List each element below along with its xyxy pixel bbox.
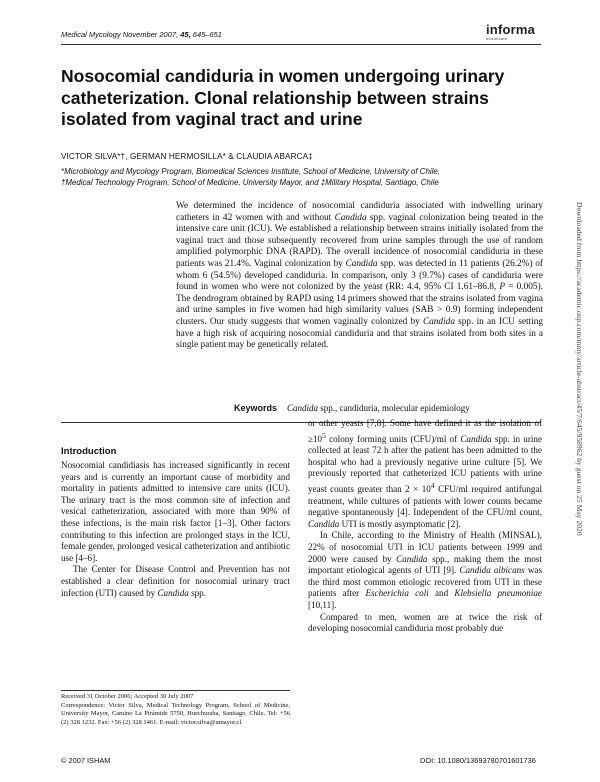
header-divider [61, 44, 541, 45]
download-note-text: Downloaded from https://academic.oup.com/mmy/article-abstract/45/7/645/958962 by guest on 25 May 2020 [575, 202, 584, 536]
abstract [176, 201, 543, 352]
section-heading-introduction: Introduction [61, 446, 117, 457]
abstract-genus: Candida [422, 316, 455, 327]
title-line-2: catheterization. Clonal relationship between strains [61, 87, 489, 108]
download-watermark [572, 202, 584, 602]
paragraph-text: spp. [188, 587, 206, 598]
page-range: 645–651 [192, 30, 222, 39]
paragraph-text: [10,11]. [308, 599, 337, 610]
right-paragraph-2 [308, 530, 542, 611]
publisher-name: informa [486, 22, 536, 37]
body-column-left [61, 460, 290, 599]
title-line-1: Nosocomial candiduria in women undergoing urinary [61, 66, 505, 86]
species-name: Klebsiella pneumoniae [454, 588, 542, 599]
species-name: Candida albicans [459, 565, 525, 576]
right-paragraph-1 [308, 418, 542, 530]
abstract-genus: Candida [345, 258, 378, 269]
issue-date: November 2007, [122, 30, 179, 39]
copyright: © 2007 ISHAM [61, 756, 111, 765]
genus-name: Candida [396, 553, 428, 564]
paragraph-text: was the third most common etiologic recovered from UTI in these patients after [308, 565, 543, 599]
paragraph-text: colony forming units (CFU)/ml of [325, 433, 461, 444]
author-list: VICTOR SILVA*†, GERMAN HERMOSILLA* & CLAUDIA ABARCA‡ [61, 152, 313, 161]
article-title [61, 66, 531, 131]
paragraph-text: or other yeasts [7,8]. Some have defined it as the isolation of ≥10 [308, 418, 542, 444]
genus-name: Candida [460, 433, 492, 444]
journal-name: Medical Mycology [61, 30, 121, 39]
keywords-label: Keywords [234, 403, 278, 413]
publisher-subtitle: healthcare [486, 36, 508, 41]
intro-paragraph-1: Nosocomial candidiasis has increased significantly in recent years and is currently an important cause of morbidity and mortality in patients admitted to intensive care units (ICU). The urinary tract is the most common site of infection and vesical catheterization, associated with more than 90% of these infections, is the main risk factor [1–3]. Other factors contributing to this infection are prolonged stays in the ICU, female gender, prolonged vesical catheterization and antibiotic use [4–6]. [61, 460, 290, 563]
doi: DOI: 10.1080/13693780701601736 [420, 756, 536, 765]
genus-name: Candida [157, 587, 189, 598]
title-line-3: isolated from vaginal tract and urine [61, 109, 363, 129]
paragraph-text: CFU/ml required antifungal treatment, while cultures of patients with lower counts became negative spontaneously [4]. Independent of the CFU/ml count, [308, 484, 542, 518]
paragraph-text: In Chile, according to the Ministry of Health (MINSAL), 22% of nosocomial UTI in ICU patients between 1999 and 2000 were caused by [308, 530, 542, 564]
body-column-right [308, 418, 542, 635]
received-dates: Received 31 October 2006; Accepted 30 July 2007 [61, 693, 194, 700]
abstract-p-value: P [499, 282, 506, 293]
correspondence: Correspondence: Victor Silva, Medical Technology Program, School of Medicine, University Mayor, Camino La Pirámide 5750, Huechuraba, Santiago, Chile. Tel: +56 (2) 328 1232. Fax: +56 (2) 328 1461. E-mail: victor.silva@umayor.cl [61, 701, 290, 726]
abstract-genus: Candida [334, 212, 367, 223]
keywords-genus: Candida [287, 403, 319, 413]
paragraph-text: spp. in urine collected at least 72 h after the patient has been admitted to the hospital who had a previously negative urine culture [5]. We previously reported that catheterized ICU patients with urine yeast counts greater than 2 × 10 [308, 433, 542, 495]
species-name: Escherichia coli [365, 588, 429, 599]
footnote-divider [61, 690, 290, 691]
paragraph-text: UTI is mostly asymptomatic [2]. [339, 518, 461, 529]
volume: 45, [180, 30, 191, 39]
affiliation-line-2: †Medical Technology Program, School of Medicine, University Mayor, and ‡Military Hospital, Santiago, Chile [61, 178, 439, 187]
paragraph-text: spp., making them the most important etiological agents of UTI [9]. [308, 553, 542, 576]
footnote [61, 693, 290, 727]
abstract-text: spp. was detected in 11 patients (26.2%) of whom 6 (54.5%) developed candiduria. In comparison, only 3 (9.7%) cases of candiduria were found in women who were not colonized by the yeast (RR: 4.4, 95% CI 1.61–86.8, [176, 258, 544, 293]
abstract-text: We determined the incidence of nosocomial candiduria associated with indwelling urinary catheters in 42 women with and without [176, 201, 543, 223]
abstract-text: spp. vaginal colonization being treated in the intensive care unit (ICU). We established a relationship between strains initially isolated from the vaginal tract and those subsequently recovered from urine samples through the use of random amplified polymorphic DNA (RAPD). The overall incidence of nosocomial candiduria in these patients was 21.4%. Vaginal colonization by [176, 212, 543, 269]
affiliation-line-1: *Microbiology and Mycology Program, Biomedical Sciences Institute, School of Medicine, University of Chile, [61, 167, 440, 176]
superscript: 4 [430, 481, 435, 490]
keywords-text: spp., candiduria, molecular epidemiology [318, 403, 470, 413]
keywords [234, 403, 470, 413]
abstract-text: = 0.005). The dendrogram obtained by RAPD using 14 primers showed that the strains isolated from vagina and urine samples in five women had high similarity values (SAB > 0.9) forming independent clusters. Our study suggests that women vaginally colonized by [176, 282, 543, 327]
publisher-logo [486, 22, 535, 41]
superscript: 5 [322, 430, 326, 440]
right-paragraph-3: Compared to men, women are at twice the risk of developing nosocomial candiduria most probably due [308, 611, 542, 634]
paragraph-text: and [428, 588, 455, 599]
abstract-text: spp. in an ICU setting have a high risk of acquiring nosocomial candiduria and that strains isolated from both sites in a single patient may be genetically related. [176, 316, 543, 351]
journal-citation [61, 30, 222, 39]
paragraph-text: The Center for Disease Control and Prevention has not established a clear definition for nosocomial urinary tract infection (UTI) caused by [61, 564, 290, 598]
genus-name: Candida [308, 518, 340, 529]
intro-paragraph-2 [61, 564, 290, 599]
